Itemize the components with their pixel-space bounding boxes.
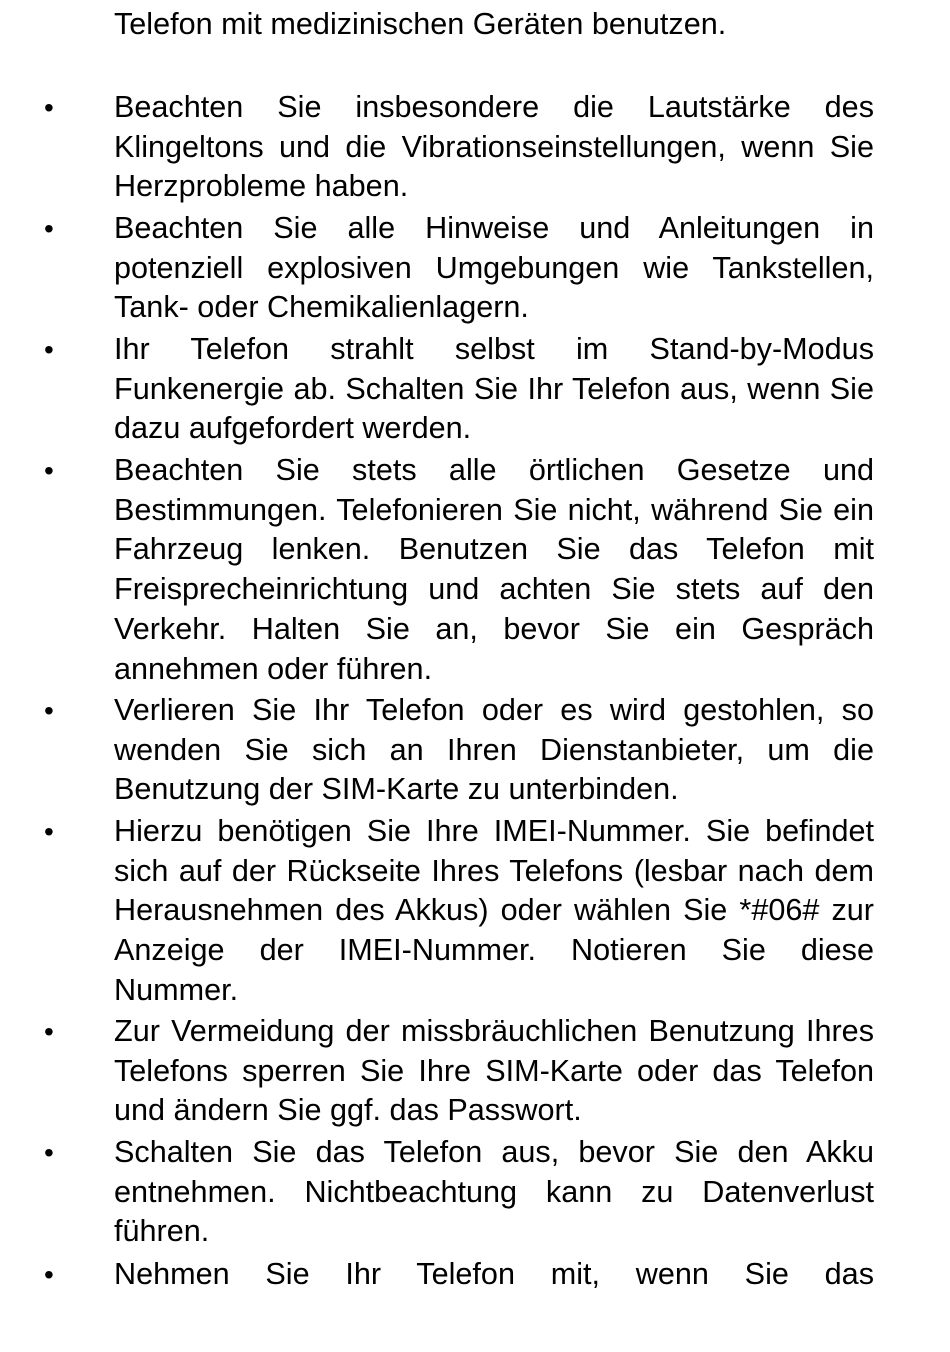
bullet-icon: • xyxy=(44,92,54,123)
list-item: Beachten Sie alle Hinweise und Anleitungen in potenziell explosiven Umgebungen wie Tankstellen, Tank- oder Chemikalienlagern. xyxy=(114,211,874,325)
list-item: Beachten Sie insbesondere die Lautstärke des Klingeltons und die Vibrationseinstellungen, wenn Sie Herzprobleme haben. xyxy=(114,90,874,204)
bullet-icon: • xyxy=(44,334,54,365)
bullet-icon: • xyxy=(44,1137,54,1168)
list-item: Zur Vermeidung der missbräuchlichen Benutzung Ihres Telefons sperren Sie Ihre SIM-Karte oder das Telefon und ändern Sie ggf. das Passwort. xyxy=(114,1014,874,1128)
bullet-icon: • xyxy=(44,455,54,486)
list-item: Hierzu benötigen Sie Ihre IMEI-Nummer. Sie befindet sich auf der Rückseite Ihres Telefons (lesbar nach dem Herausnehmen des Akkus) oder wählen Sie *#06# zur Anzeige der IMEI-Nummer. Notieren Sie diese Nummer. xyxy=(114,814,874,1007)
list-item: Nehmen Sie Ihr Telefon mit, wenn Sie das xyxy=(114,1257,874,1291)
bullet-icon: • xyxy=(44,1016,54,1047)
bullet-icon: • xyxy=(44,695,54,726)
list-item: Verlieren Sie Ihr Telefon oder es wird gestohlen, so wenden Sie sich an Ihren Dienstanbieter, um die Benutzung der SIM-Karte zu unterbinden. xyxy=(114,693,874,807)
list-item: Beachten Sie stets alle örtlichen Gesetze und Bestimmungen. Telefonieren Sie nicht, während Sie ein Fahrzeug lenken. Benutzen Sie das Telefon mit Freisprecheinrichtung und achten Sie stets auf den Verkehr. Halten Sie an, bevor Sie ein Gespräch annehmen oder führen. xyxy=(114,453,874,686)
lead-paragraph: Telefon mit medizinischen Geräten benutzen. xyxy=(114,7,727,41)
list-item: Ihr Telefon strahlt selbst im Stand-by-Modus Funkenergie ab. Schalten Sie Ihr Telefon aus, wenn Sie dazu aufgefordert werden. xyxy=(114,332,874,446)
bullet-icon: • xyxy=(44,213,54,244)
bullet-icon: • xyxy=(44,816,54,847)
list-item: Schalten Sie das Telefon aus, bevor Sie den Akku entnehmen. Nichtbeachtung kann zu Datenverlust führen. xyxy=(114,1135,874,1249)
bullet-icon: • xyxy=(44,1259,54,1290)
